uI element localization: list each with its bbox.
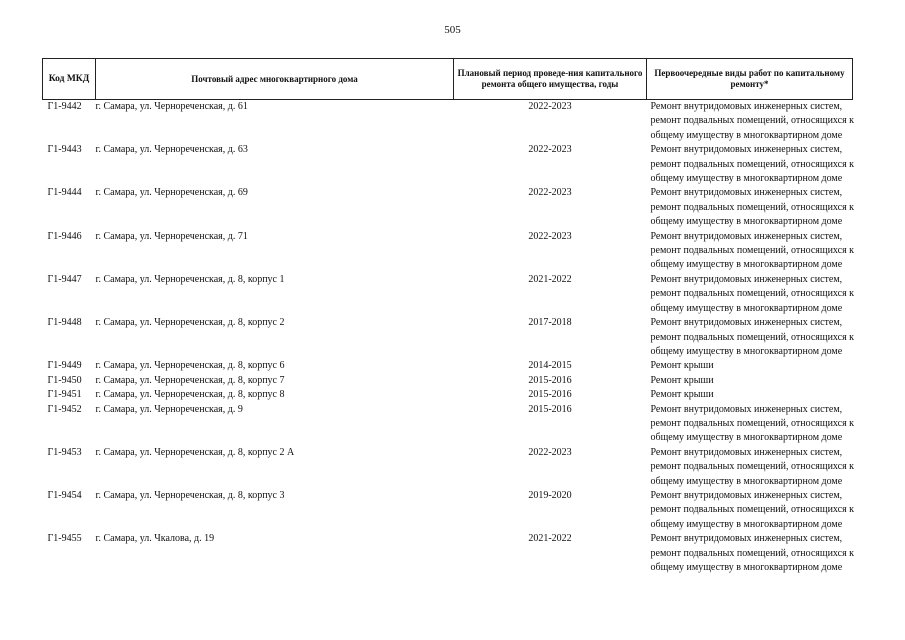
header-works: Первоочередные виды работ по капитальному ремонту* — [647, 59, 853, 100]
repair-works-line: ремонт подвальных помещений, относящихся к — [650, 504, 855, 516]
repair-works-line: ремонт подвальных помещений, относящихся к — [650, 331, 855, 343]
repair-works-line: Ремонт внутридомовых инженерных систем, — [650, 230, 843, 242]
table-body — [43, 100, 853, 576]
mkd-code: Г1-9452 — [47, 403, 82, 415]
table-row — [43, 230, 853, 273]
postal-address: г. Самара, ул. Чернореченская, д. 63 — [95, 144, 248, 156]
mkd-code: Г1-9448 — [47, 317, 82, 329]
repair-works-line: Ремонт внутридомовых инженерных систем, — [650, 489, 843, 501]
mkd-code: Г1-9447 — [47, 273, 82, 285]
repair-period: 2022-2023 — [528, 101, 572, 112]
mkd-code: Г1-9446 — [47, 230, 82, 242]
repair-works-line: Ремонт внутридомовых инженерных систем, — [650, 403, 843, 415]
mkd-code: Г1-9443 — [47, 144, 82, 156]
mkd-code: Г1-9455 — [47, 533, 82, 545]
table-row — [43, 186, 853, 229]
mkd-code: Г1-9449 — [47, 360, 82, 372]
postal-address: г. Самара, ул. Чернореченская, д. 8, корпус 2 А — [95, 446, 295, 458]
repair-works — [647, 273, 853, 316]
repair-works-line: Ремонт крыши — [650, 389, 714, 401]
table-row — [43, 273, 853, 316]
repair-period: 2019-2020 — [528, 489, 572, 501]
table-header-row — [43, 59, 853, 100]
repair-works — [647, 143, 853, 186]
table-row — [43, 374, 853, 388]
postal-address: г. Самара, ул. Чкалова, д. 19 — [95, 533, 215, 545]
repair-works-line: ремонт подвальных помещений, относящихся к — [650, 245, 855, 257]
repair-period: 2022-2023 — [528, 446, 572, 458]
mkd-code: Г1-9442 — [47, 101, 82, 112]
postal-address: г. Самара, ул. Чернореченская, д. 69 — [95, 187, 248, 199]
repair-works-line: общему имуществу в многоквартирном доме — [650, 345, 843, 357]
repair-works-line: Ремонт внутридомовых инженерных систем, — [650, 144, 843, 156]
repair-works-line: общему имуществу в многоквартирном доме — [650, 259, 843, 271]
header-code: Код МКД — [43, 59, 96, 100]
mkd-code: Г1-9454 — [47, 489, 82, 501]
table-row — [43, 143, 853, 186]
repair-period: 2017-2018 — [528, 317, 572, 329]
capital-repair-table — [42, 58, 853, 575]
header-address: Почтовый адрес многоквартирного дома — [96, 59, 454, 100]
repair-period: 2022-2023 — [528, 187, 572, 199]
repair-works — [647, 230, 853, 273]
table-row — [43, 489, 853, 532]
repair-works-line: Ремонт внутридомовых инженерных систем, — [650, 317, 843, 329]
repair-works — [647, 403, 853, 446]
page-number: 505 — [444, 24, 461, 36]
repair-period: 2014-2015 — [528, 360, 572, 372]
repair-works-line: общему имуществу в многоквартирном доме — [650, 432, 843, 444]
repair-works-line: общему имуществу в многоквартирном доме — [650, 562, 843, 573]
repair-period: 2021-2022 — [528, 273, 572, 285]
repair-works — [647, 446, 853, 489]
mkd-code: Г1-9453 — [47, 446, 82, 458]
postal-address: г. Самара, ул. Чернореченская, д. 61 — [95, 101, 248, 112]
repair-works-line: Ремонт внутридомовых инженерных систем, — [650, 273, 843, 285]
repair-works-line: Ремонт крыши — [650, 374, 714, 386]
repair-works — [647, 374, 853, 388]
repair-works — [647, 100, 853, 144]
repair-period: 2022-2023 — [528, 144, 572, 156]
table-row — [43, 316, 853, 359]
repair-works-line: общему имуществу в многоквартирном доме — [650, 475, 843, 487]
table-row — [43, 446, 853, 489]
header-period: Плановый период проведе-ния капитального ремонта общего имущества, годы — [454, 59, 647, 100]
table-row — [43, 359, 853, 373]
repair-works — [647, 316, 853, 359]
repair-period: 2015-2016 — [528, 403, 572, 415]
postal-address: г. Самара, ул. Чернореченская, д. 8, корпус 7 — [95, 374, 285, 386]
repair-works-line: общему имуществу в многоквартирном доме — [650, 129, 843, 141]
table-row — [43, 388, 853, 402]
repair-works — [647, 532, 853, 575]
postal-address: г. Самара, ул. Чернореченская, д. 8, корпус 3 — [95, 489, 285, 501]
repair-period: 2015-2016 — [528, 374, 572, 386]
postal-address: г. Самара, ул. Чернореченская, д. 8, корпус 8 — [95, 389, 285, 401]
repair-works-line: ремонт подвальных помещений, относящихся к — [650, 115, 855, 127]
repair-works-line: Ремонт внутридомовых инженерных систем, — [650, 446, 843, 458]
mkd-code: Г1-9450 — [47, 374, 82, 386]
repair-works-line: ремонт подвальных помещений, относящихся к — [650, 417, 855, 429]
repair-works-line: Ремонт внутридомовых инженерных систем, — [650, 101, 843, 112]
repair-period: 2022-2023 — [528, 230, 572, 242]
postal-address: г. Самара, ул. Чернореченская, д. 8, корпус 6 — [95, 360, 285, 372]
mkd-code: Г1-9451 — [47, 389, 82, 401]
repair-works-line: Ремонт крыши — [650, 360, 714, 372]
repair-works — [647, 388, 853, 402]
repair-works-line: ремонт подвальных помещений, относящихся к — [650, 461, 855, 473]
table-row — [43, 532, 853, 575]
postal-address: г. Самара, ул. Чернореченская, д. 71 — [95, 230, 248, 242]
postal-address: г. Самара, ул. Чернореченская, д. 8, корпус 2 — [95, 317, 285, 329]
table-row — [43, 100, 853, 144]
repair-works — [647, 186, 853, 229]
repair-works-line: ремонт подвальных помещений, относящихся к — [650, 201, 855, 213]
repair-works-line: ремонт подвальных помещений, относящихся к — [650, 547, 855, 559]
repair-period: 2021-2022 — [528, 533, 572, 545]
repair-works-line: Ремонт внутридомовых инженерных систем, — [650, 187, 843, 199]
postal-address: г. Самара, ул. Чернореченская, д. 8, корпус 1 — [95, 273, 285, 285]
repair-works — [647, 359, 853, 373]
repair-works-line: ремонт подвальных помещений, относящихся к — [650, 288, 855, 300]
repair-works-line: общему имуществу в многоквартирном доме — [650, 173, 843, 185]
repair-works-line: Ремонт внутридомовых инженерных систем, — [650, 533, 843, 545]
repair-works-line: общему имуществу в многоквартирном доме — [650, 518, 843, 530]
repair-works — [647, 489, 853, 532]
repair-works-line: ремонт подвальных помещений, относящихся к — [650, 158, 855, 170]
repair-works-line: общему имуществу в многоквартирном доме — [650, 216, 843, 228]
postal-address: г. Самара, ул. Чернореченская, д. 9 — [95, 403, 243, 415]
mkd-code: Г1-9444 — [47, 187, 82, 199]
repair-works-line: общему имуществу в многоквартирном доме — [650, 302, 843, 314]
table-row — [43, 403, 853, 446]
repair-period: 2015-2016 — [528, 389, 572, 401]
